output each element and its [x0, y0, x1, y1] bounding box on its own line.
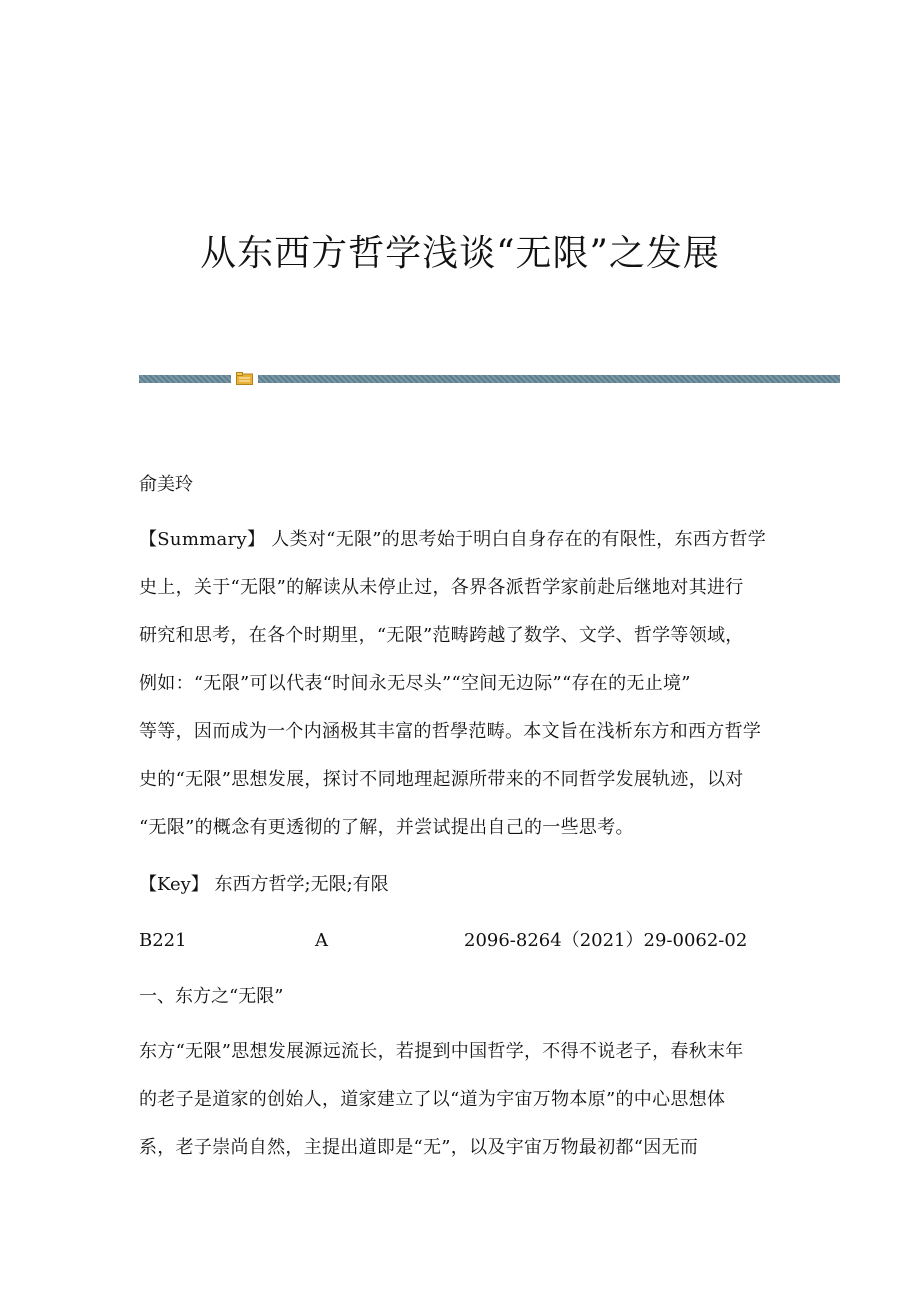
title-divider-right [258, 375, 840, 383]
summary-line: 例如：“无限”可以代表“时间永无尽头”“空间无边际”“存在的无止境” [139, 673, 691, 694]
body-line: 东方“无限”思想发展源远流长，若提到中国哲学，不得不说老子，春秋末年 [139, 1041, 744, 1062]
summary-line: 史上，关于“无限”的解读从未停止过，各界各派哲学家前赴后继地对其进行 [139, 577, 744, 598]
title-divider-left [139, 375, 231, 383]
article-id: 2096-8264（2021）29-0062-02 [464, 930, 748, 951]
summary-line: 史的“无限”思想发展，探讨不同地理起源所带来的不同哲学发展轨迹，以对 [139, 769, 744, 790]
summary-line: 研究和思考，在各个时期里，“无限”范畴跨越了数学、文学、哲学等领域， [139, 625, 744, 646]
document-code: A [315, 930, 328, 951]
folder-icon [236, 372, 253, 385]
body-paragraph [139, 1043, 774, 1187]
summary-paragraph [139, 531, 774, 867]
summary-line: 等等，因而成为一个内涵极其丰富的哲學范畴。本文旨在浅析东方和西方哲学 [139, 721, 762, 742]
section-heading: 一、东方之“无限” [139, 986, 284, 1007]
summary-line: “无限”的概念有更透彻的了解，并尝试提出自己的一些思考。 [139, 817, 634, 838]
clc-number: B221 [139, 930, 187, 951]
body-line: 系，老子崇尚自然，主提出道即是“无”，以及宇宙万物最初都“因无而 [139, 1137, 699, 1158]
keywords-line: 【Key】 东西方哲学;无限;有限 [139, 874, 389, 895]
author-name: 俞美玲 [139, 474, 193, 495]
body-line: 的老子是道家的创始人，道家建立了以“道为宇宙万物本原”的中心思想体 [139, 1089, 726, 1110]
classification-line [139, 932, 779, 952]
summary-line: 【Summary】 人类对“无限”的思考始于明白自身存在的有限性，东西方哲学 [139, 529, 767, 550]
document-title: 从东西方哲学浅谈“无限”之发展 [200, 233, 720, 275]
